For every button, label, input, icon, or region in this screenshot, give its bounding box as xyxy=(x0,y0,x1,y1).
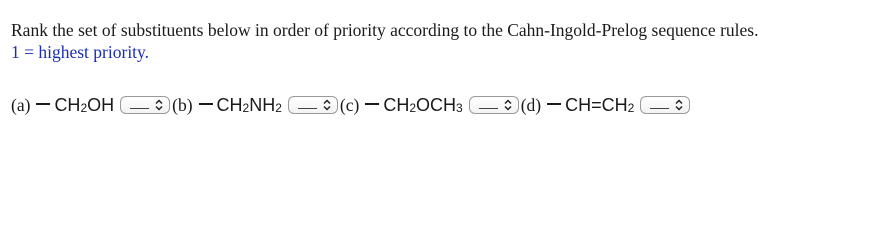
item-letter: (b) xyxy=(172,94,193,115)
up-down-chevron-icon xyxy=(673,98,685,112)
priority-select-d[interactable] xyxy=(640,96,690,114)
priority-note: 1 = highest priority. xyxy=(11,42,150,62)
substituent-a xyxy=(11,95,170,116)
select-value xyxy=(650,108,669,109)
item-letter: (d) xyxy=(520,94,542,115)
select-value xyxy=(130,108,149,109)
bond-line xyxy=(36,103,50,105)
substituent-c xyxy=(340,95,519,116)
substituent-d xyxy=(521,95,691,116)
substituent-formula: CH=CH $_2$ xyxy=(547,95,634,116)
substituent-formula: CH $_2$ OH xyxy=(36,95,114,116)
item-letter: (c) xyxy=(339,94,360,115)
select-value xyxy=(298,108,317,109)
substituent-formula: CH $_2$ NH $_2$ xyxy=(199,95,282,116)
up-down-chevron-icon xyxy=(502,98,514,112)
substituent-b xyxy=(172,95,338,116)
up-down-chevron-icon xyxy=(153,98,165,112)
question-instruction: Rank the set of substituents below in order of priority according to the Cahn-Ingold-Prelog sequence rules. xyxy=(11,20,759,40)
bond-line xyxy=(547,103,561,105)
question-block xyxy=(11,19,881,63)
substituent-list xyxy=(11,92,690,118)
priority-select-b[interactable] xyxy=(288,96,338,114)
bond-line xyxy=(199,103,213,105)
select-value xyxy=(479,108,498,109)
substituent-formula: CH $_2$ OCH $_3$ xyxy=(365,95,462,116)
item-letter: (a) xyxy=(11,94,31,115)
bond-line xyxy=(365,103,379,105)
up-down-chevron-icon xyxy=(321,98,333,112)
priority-select-c[interactable] xyxy=(469,96,519,114)
priority-select-a[interactable] xyxy=(120,96,170,114)
